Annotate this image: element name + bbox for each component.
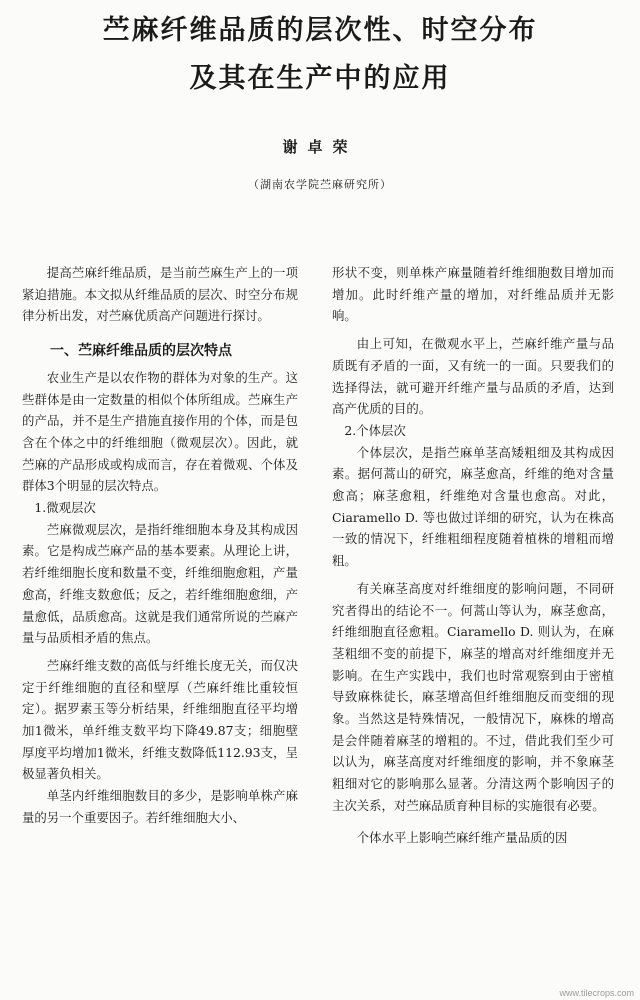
intro-paragraph: 提高苎麻纤维品质，是当前苎麻生产上的一项紧迫措施。本文拟从纤维品质的层次、时空分布规律分析出发，对苎麻优质高产问题进行探讨。 [22, 265, 298, 324]
paper-title-line-2: 及其在生产中的应用 [189, 63, 451, 94]
right-column [332, 262, 614, 848]
subsection-1-heading: 1.微观层次 [34, 500, 96, 516]
subsection-2-heading: 2.个体层次 [344, 422, 406, 438]
watermark-text: www.tilecrops.com [559, 988, 634, 998]
summary-paragraph: 由上可知，在微观水平上，苎麻纤维产量与品质既有矛盾的一面，又有统一的一面。只要我们的选择得法，就可避开纤维产量与品质的矛盾，达到高产优质的目的。 [332, 336, 614, 417]
section-1-heading: 一、苎麻纤维品质的层次特点 [50, 343, 232, 360]
paper-title-line-1: 苎麻纤维品质的层次性、时空分布 [102, 15, 538, 46]
continued-paragraph: 形状不变，则单株产麻量随着纤维细胞数目增加而增加。此时纤维产量的增加，对纤维品质并无影响。 [332, 265, 614, 324]
subsection-1-paragraph-3: 单茎内纤维细胞数目的多少，是影响单株产麻量的另一个重要因子。若纤维细胞大小、 [22, 788, 298, 825]
left-column [22, 262, 298, 829]
subsection-2-paragraph-2: 有关麻茎高度对纤维细度的影响问题，不同研究者得出的结论不一。何蒿山等认为，麻茎愈高，纤维细胞直径愈粗。Ciaramello D. 则认为，在麻茎粗细不变的前提下，麻茎的增高对纤维细度并无影响。在生产实践中，我们也时常观察到由于密植导致麻株徒长，麻茎增高但纤维细胞反而变细的现象。当然这是特殊情况，一般情况下，麻株的增高是会伴随着麻茎的增粗的。不过，借此我们至少可以认为，麻茎高度对纤维细度的影响，并不象麻茎粗细对它的影响那么显著。分清这两个影响因子的主次关系，对苎麻品质育种目标的实施很有必要。 [332, 580, 614, 813]
subsection-1-paragraph-2: 苎麻纤维支数的高低与纤维长度无关，而仅决定于纤维细胞的直径和壁厚（苎麻纤维比重较恒定）。据罗素玉等分析结果，纤维细胞直径平均增加1微米，单纤维支数平均下降49.87支；细胞壁厚度平均增加1微米，纤维支数降低112.93支，呈极显著负相关。 [22, 657, 298, 782]
author-name: 谢卓荣 [282, 138, 358, 156]
subsection-2-paragraph-3: 个体水平上影响苎麻纤维产量品质的因 [356, 829, 568, 845]
subsection-1-paragraph-1: 苎麻微观层次，是指纤维细胞本身及其构成因素。它是构成苎麻产品的基本要素。从理论上讲，若纤维细胞长度和数量不变，纤维细胞愈粗，产量愈高，纤维支数愈低；反之，若纤维细胞愈细，产量愈低，品质愈高。这就是我们通常所说的苎麻产量与品质相矛盾的焦点。 [22, 521, 298, 646]
subsection-2-paragraph-1: 个体层次，是指苎麻单茎高矮粗细及其构成因素。据何蒿山的研究，麻茎愈高，纤维的绝对含量愈高；麻茎愈粗，纤维绝对含量也愈高。对此，Ciaramello D. 等也做过详细的研究，认为在株高一致的情况下，纤维粗细程度随着植株的增粗而增粗。 [332, 444, 614, 569]
author-affiliation: （湖南农学院苎麻研究所） [248, 178, 392, 191]
section-1-paragraph-1: 农业生产是以农作物的群体为对象的生产。这些群体是由一定数量的相似个体所组成。苎麻生产的产品，并不是生产措施直接作用的个体，而是包含在个体之中的纤维细胞（微观层次）。因此，就苎麻的产品形成或构成而言，存在着微观、个体及群体3个明显的层次特点。 [22, 369, 298, 494]
